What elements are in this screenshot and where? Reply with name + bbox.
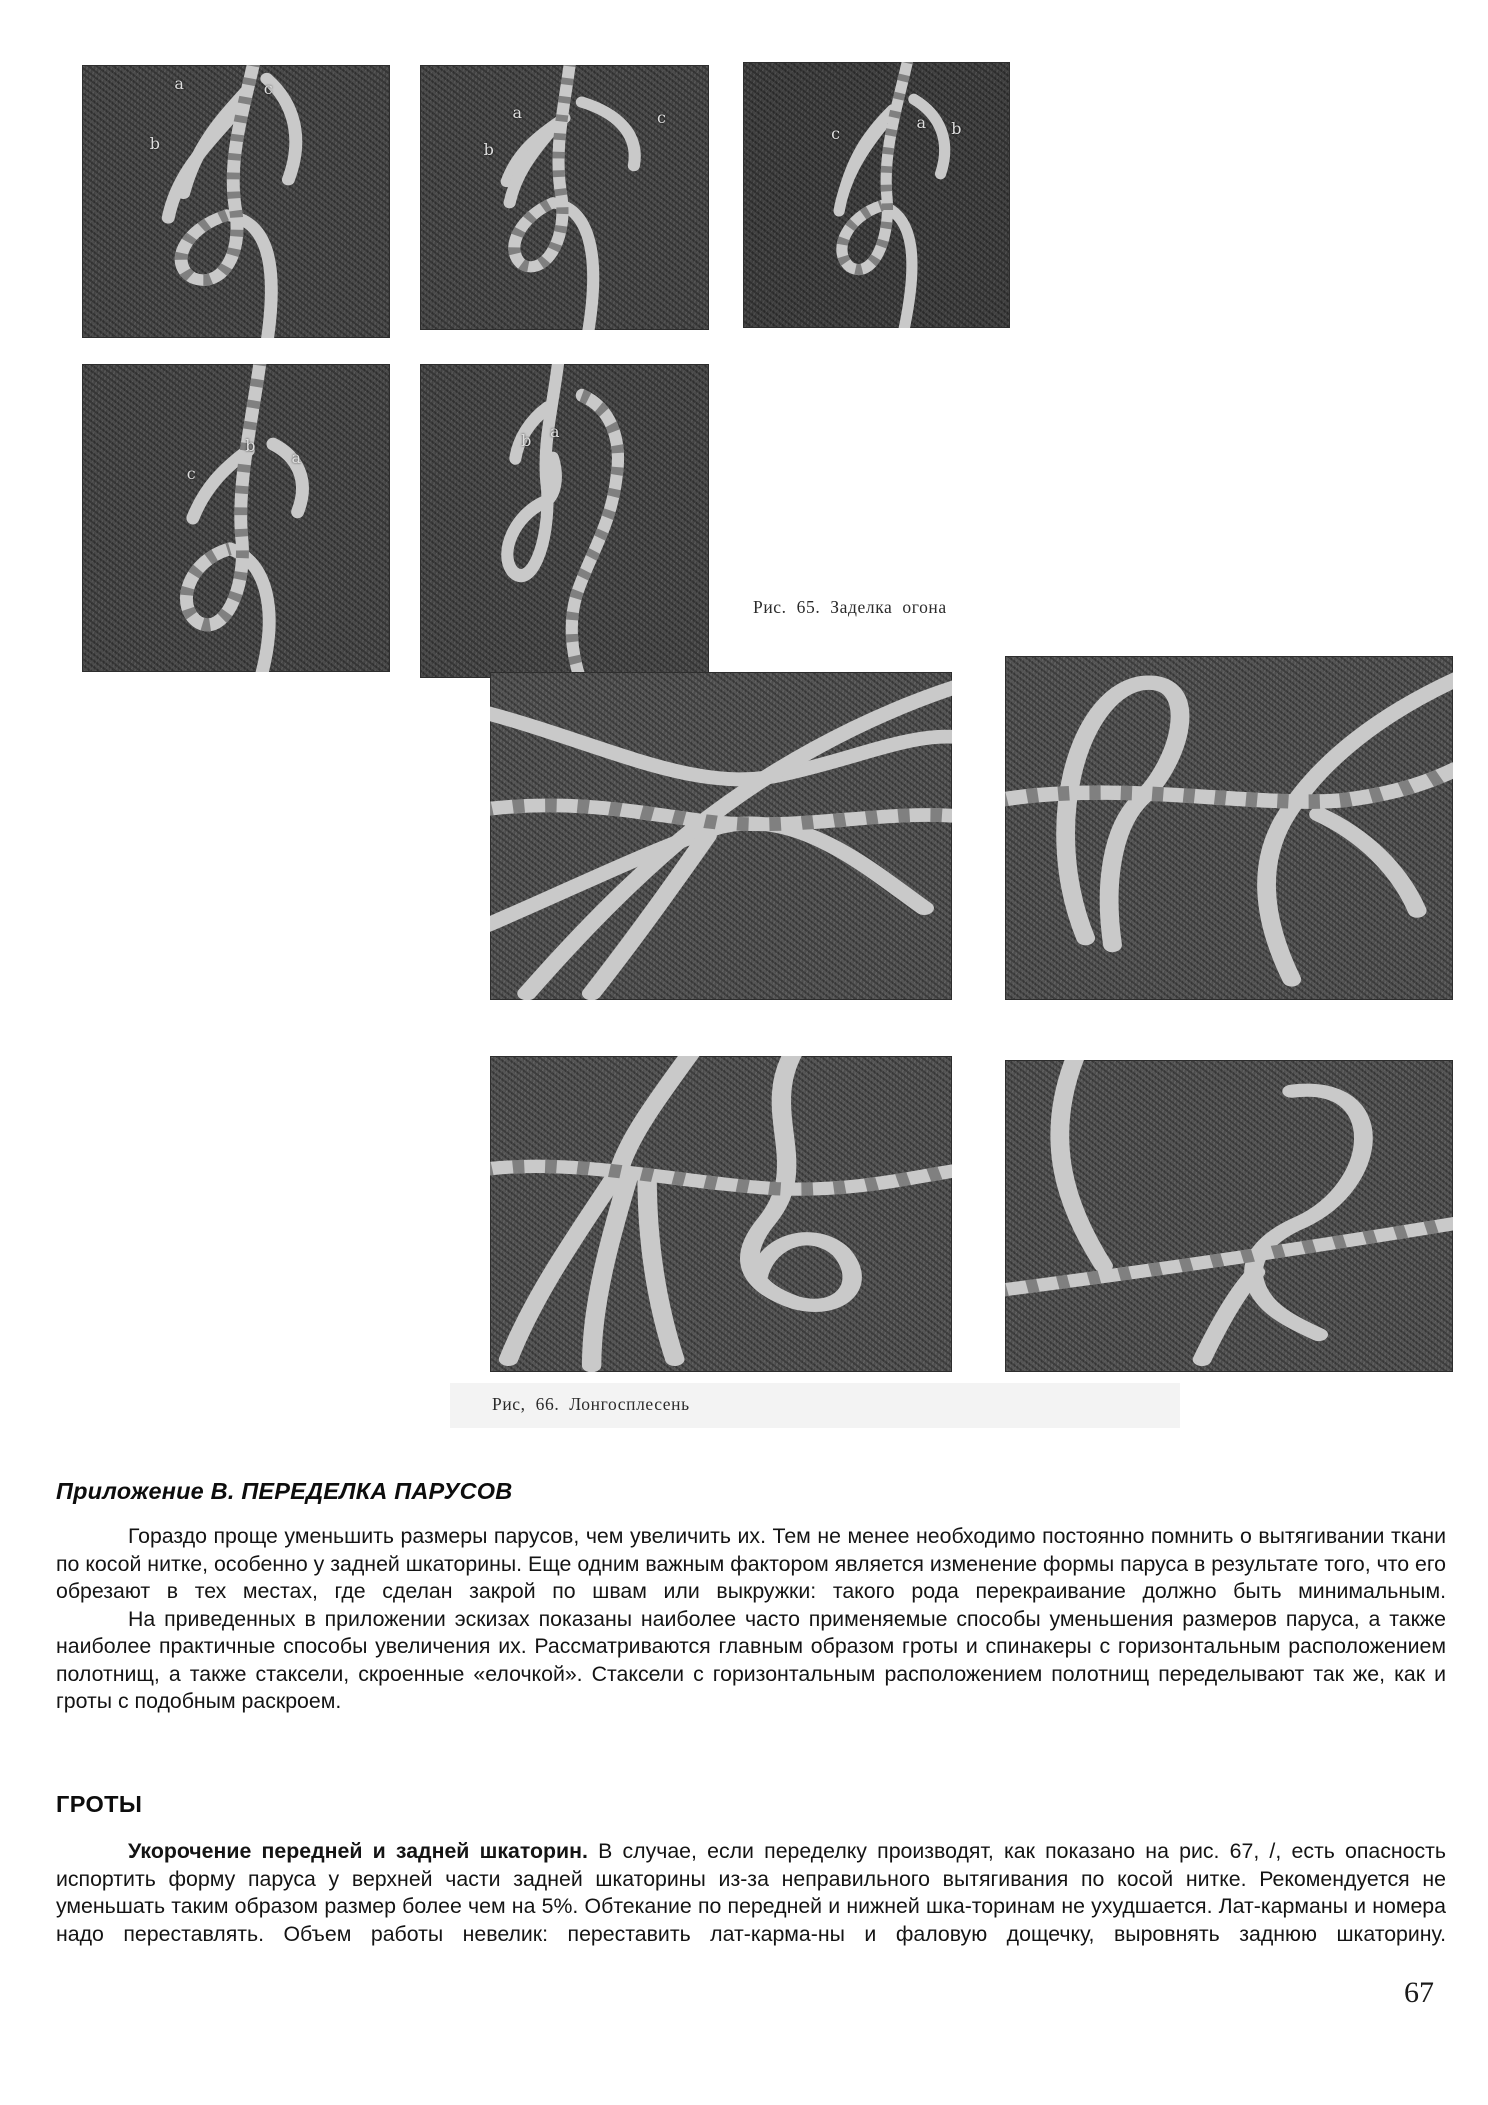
rope-splice-drawing	[420, 364, 709, 678]
fig65-photo-1	[82, 65, 390, 338]
fig66-photo-4	[1005, 1060, 1453, 1372]
fig65-photo-3	[743, 62, 1010, 328]
strand-label: b	[521, 431, 532, 451]
fig66-photo-1	[490, 672, 952, 1000]
fig66-photo-2	[1005, 656, 1453, 1000]
rope-splice-drawing	[490, 672, 952, 1000]
rope-splice-drawing	[82, 364, 390, 672]
strand-label: b	[149, 133, 160, 153]
appendix-heading: Приложение В. ПЕРЕДЕЛКА ПАРУСОВ	[56, 1478, 513, 1504]
fig65-caption: Рис. 65. Заделка огона	[753, 597, 947, 617]
fig65-photo-2	[420, 65, 709, 330]
paragraph-1: Гораздо проще уменьшить размеры парусов, чем увеличить их. Тем не менее необходимо постоянно помнить о вытягивании ткани по косой нитке, особенно у задней шкаторины. Еще одним важным фактором является изменение формы паруса в результате того, что его обрезают в тех местах, где сделан закрой по швам или выкружки: такого рода перекраивание должно быть минимальным.	[56, 1524, 1446, 1603]
fig66-caption: Рис, 66. Лонгосплесень	[492, 1394, 690, 1414]
rope-splice-drawing	[82, 65, 390, 338]
strand-label: c	[186, 463, 196, 483]
strand-label: b	[951, 118, 962, 138]
paragraph-3-lead: Укорочение передней и задней шкаторин.	[128, 1839, 588, 1863]
strand-label: a	[512, 102, 523, 122]
groty-heading: ГРОТЫ	[56, 1791, 143, 1817]
strand-label: b	[245, 435, 256, 455]
rope-splice-drawing	[420, 65, 709, 330]
strand-label: a	[174, 73, 184, 93]
fig65-photo-5	[420, 364, 709, 678]
strand-label: b	[483, 139, 494, 159]
fig65-photo-4	[82, 364, 390, 672]
fig66-photo-3	[490, 1056, 952, 1372]
rope-splice-drawing	[1005, 1060, 1453, 1372]
page-number: 67	[1404, 1976, 1434, 2009]
intro-paragraphs	[56, 1523, 1446, 1716]
strand-label: a	[916, 113, 927, 133]
strand-label: a	[291, 448, 301, 468]
strand-label: c	[656, 108, 666, 128]
strand-label: c	[263, 79, 273, 99]
paragraph-3-body: В случае, если переделку производят, как показано на рис. 67, /, есть опасность испортить форму паруса у верхней части задней шкаторины из-за неправильного вытягивания по косой нитке. Рекомендуется не уменьшать таким образом размер более чем на 5%. Обтекание по передней и нижней шка-торинам не ухудшается. Лат-карманы и номера надо переставлять. Объем работы невелик: переставить лат-карма-ны и фаловую дощечку, выровнять заднюю шкаторину.	[56, 1839, 1446, 1946]
paragraph-2: На приведенных в приложении эскизах показаны наиболее часто применяемые способы уменьшения размеров паруса, а также наиболее практичные способы увеличения их. Рассматриваются главным образом гроты и спинакеры с горизонтальным расположением полотнищ, а также стаксели, скроенные «елочкой». Стаксели с горизонтальным расположением полотнищ переделывают так же, как и гроты с подобным раскроем.	[56, 1606, 1446, 1713]
rope-splice-drawing	[1005, 656, 1453, 1000]
groty-section	[56, 1838, 1446, 1948]
paragraph-3	[56, 1838, 1446, 1948]
strand-label: c	[831, 123, 841, 143]
strand-label: a	[550, 421, 560, 441]
rope-splice-drawing	[743, 62, 1010, 328]
rope-splice-drawing	[490, 1056, 952, 1372]
